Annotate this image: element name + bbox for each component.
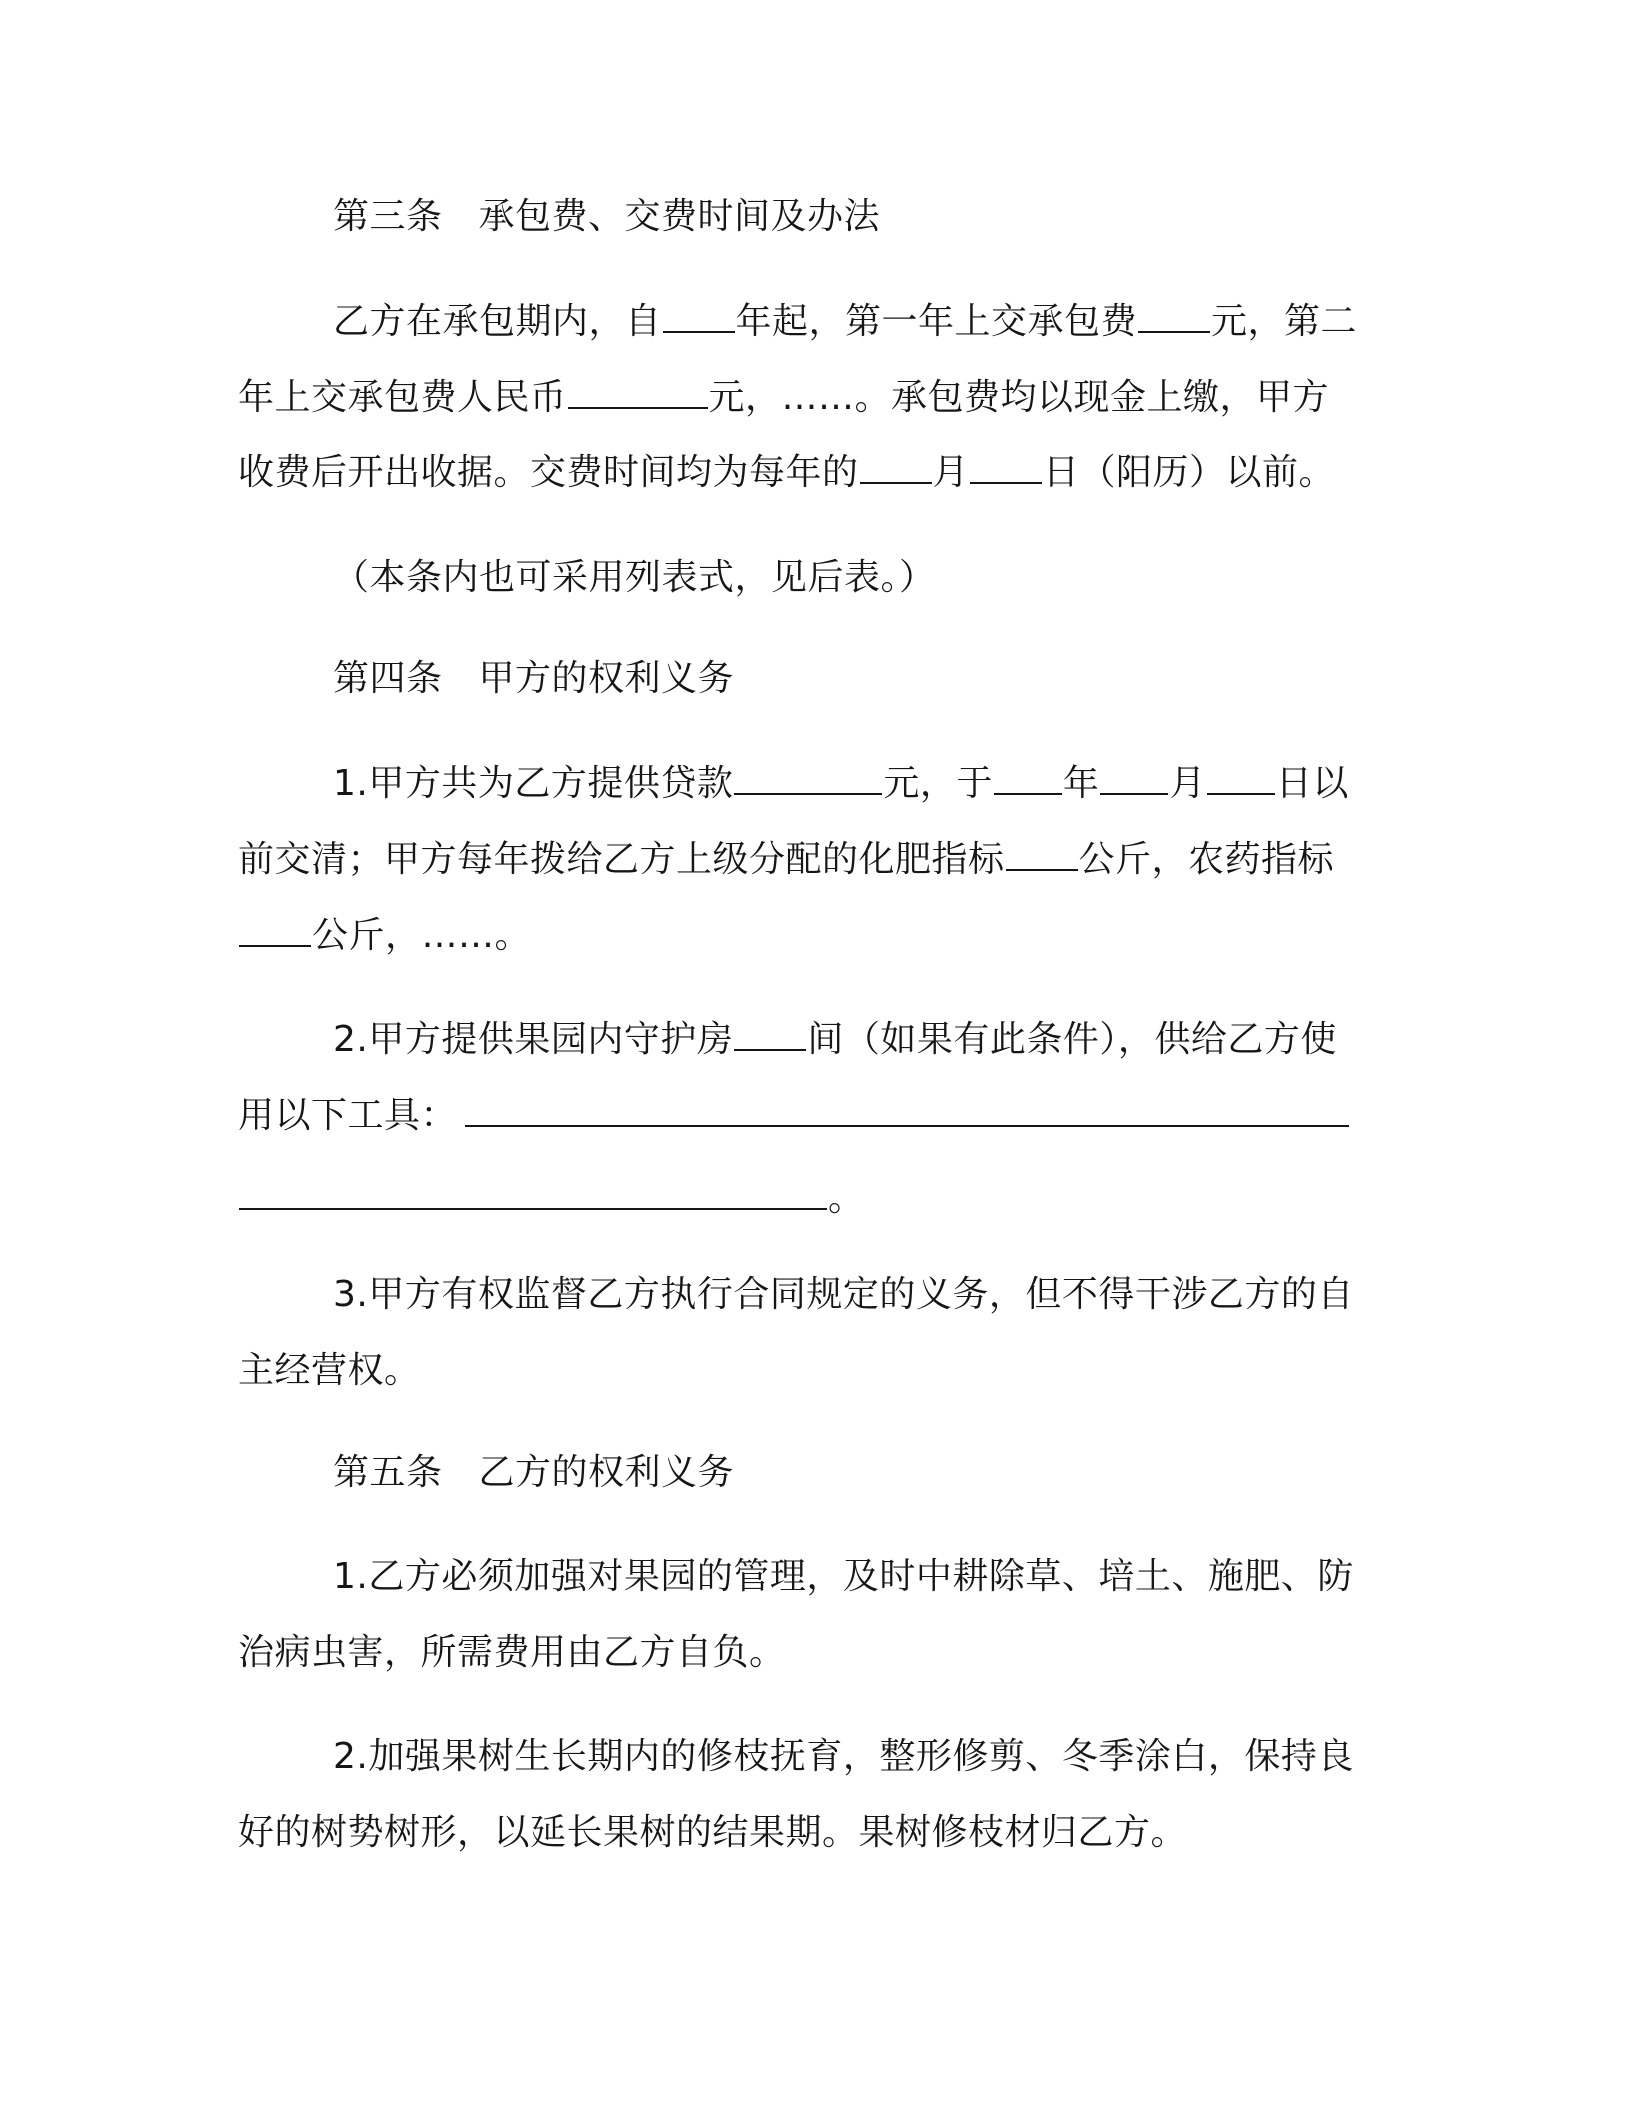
blank-pesticide	[239, 911, 311, 947]
text-segment: 元，于	[883, 763, 993, 804]
article4-item3-line2: 主经营权。	[238, 1350, 421, 1391]
text-segment: 年	[1062, 763, 1100, 804]
article4-title: 甲方的权利义务	[478, 658, 735, 699]
article4-number: 第四条	[333, 658, 443, 699]
article4-item1-line3	[238, 911, 531, 959]
blank-month	[1100, 759, 1168, 795]
article3-p1-line1	[333, 297, 1357, 345]
article5-item1-line1: 1.乙方必须加强对果园的管理，及时中耕除草、培土、施肥、防	[333, 1556, 1354, 1597]
blank-year	[994, 759, 1062, 795]
article5-item1-line2: 治病虫害，所需费用由乙方自负。	[238, 1632, 786, 1673]
text-segment: 用以下工具：	[238, 1095, 458, 1136]
article4-item2-line3	[238, 1174, 865, 1222]
article4-heading	[333, 655, 734, 703]
text-segment: 元，第二	[1211, 301, 1358, 342]
text-segment: 日（阳历）以前。	[1043, 452, 1336, 493]
article3-title: 承包费、交费时间及办法	[478, 196, 881, 237]
blank-month	[860, 448, 932, 484]
text-segment: 公斤，农药指标	[1078, 839, 1335, 880]
blank-rooms	[734, 1015, 806, 1051]
text-segment: 元，……。承包费均以现金上缴，甲方	[708, 377, 1330, 418]
blank-fertilizer	[1006, 835, 1078, 871]
blank-tools-2	[239, 1174, 827, 1210]
article5-number: 第五条	[333, 1452, 443, 1493]
blank-amount-year2	[568, 373, 708, 409]
blank-year	[663, 297, 735, 333]
text-segment: 前交清；甲方每年拨给乙方上级分配的化肥指标	[238, 839, 1005, 880]
blank-amount-year1	[1138, 297, 1210, 333]
article3-p1-line2	[238, 373, 1329, 421]
article5-item2-line2: 好的树势树形，以延长果树的结果期。果树修枝材归乙方。	[238, 1812, 1188, 1853]
text-segment: 公斤，……。	[312, 915, 532, 956]
article3-heading	[333, 193, 880, 241]
text-segment: 年上交承包费人民币	[238, 377, 567, 418]
blank-tools-1	[465, 1091, 1349, 1127]
article5-title: 乙方的权利义务	[478, 1452, 735, 1493]
article3-p1-line3	[238, 448, 1335, 496]
article3-number: 第三条	[333, 196, 443, 237]
text-segment: 乙方在承包期内，自	[333, 301, 662, 342]
blank-day	[970, 448, 1042, 484]
article3-note: （本条内也可采用列表式，见后表。）	[333, 557, 936, 598]
text-segment: 间（如果有此条件），供给乙方使	[807, 1019, 1337, 1060]
text-segment: 1.甲方共为乙方提供贷款	[333, 763, 734, 804]
article5-item2-line1: 2.加强果树生长期内的修枝抚育，整形修剪、冬季涂白，保持良	[333, 1736, 1354, 1777]
article4-item1-line1	[333, 759, 1349, 807]
text-segment: 月	[932, 452, 970, 493]
text-segment: 月	[1169, 763, 1206, 804]
article4-item1-line2	[238, 835, 1334, 883]
article5-heading	[333, 1449, 734, 1497]
blank-loan-amount	[734, 759, 882, 795]
text-segment: 年起，第一年上交承包费	[735, 301, 1138, 342]
blank-day	[1207, 759, 1275, 795]
article4-item2-line1	[333, 1015, 1337, 1063]
text-segment: 日以	[1275, 763, 1349, 804]
text-segment: 2.甲方提供果园内守护房	[333, 1019, 734, 1060]
text-segment: 收费后开出收据。交费时间均为每年的	[238, 452, 859, 493]
article4-item2-line2	[238, 1091, 1350, 1139]
article4-item3-line1: 3.甲方有权监督乙方执行合同规定的义务，但不得干涉乙方的自	[333, 1274, 1354, 1315]
text-segment: 。	[828, 1178, 865, 1219]
